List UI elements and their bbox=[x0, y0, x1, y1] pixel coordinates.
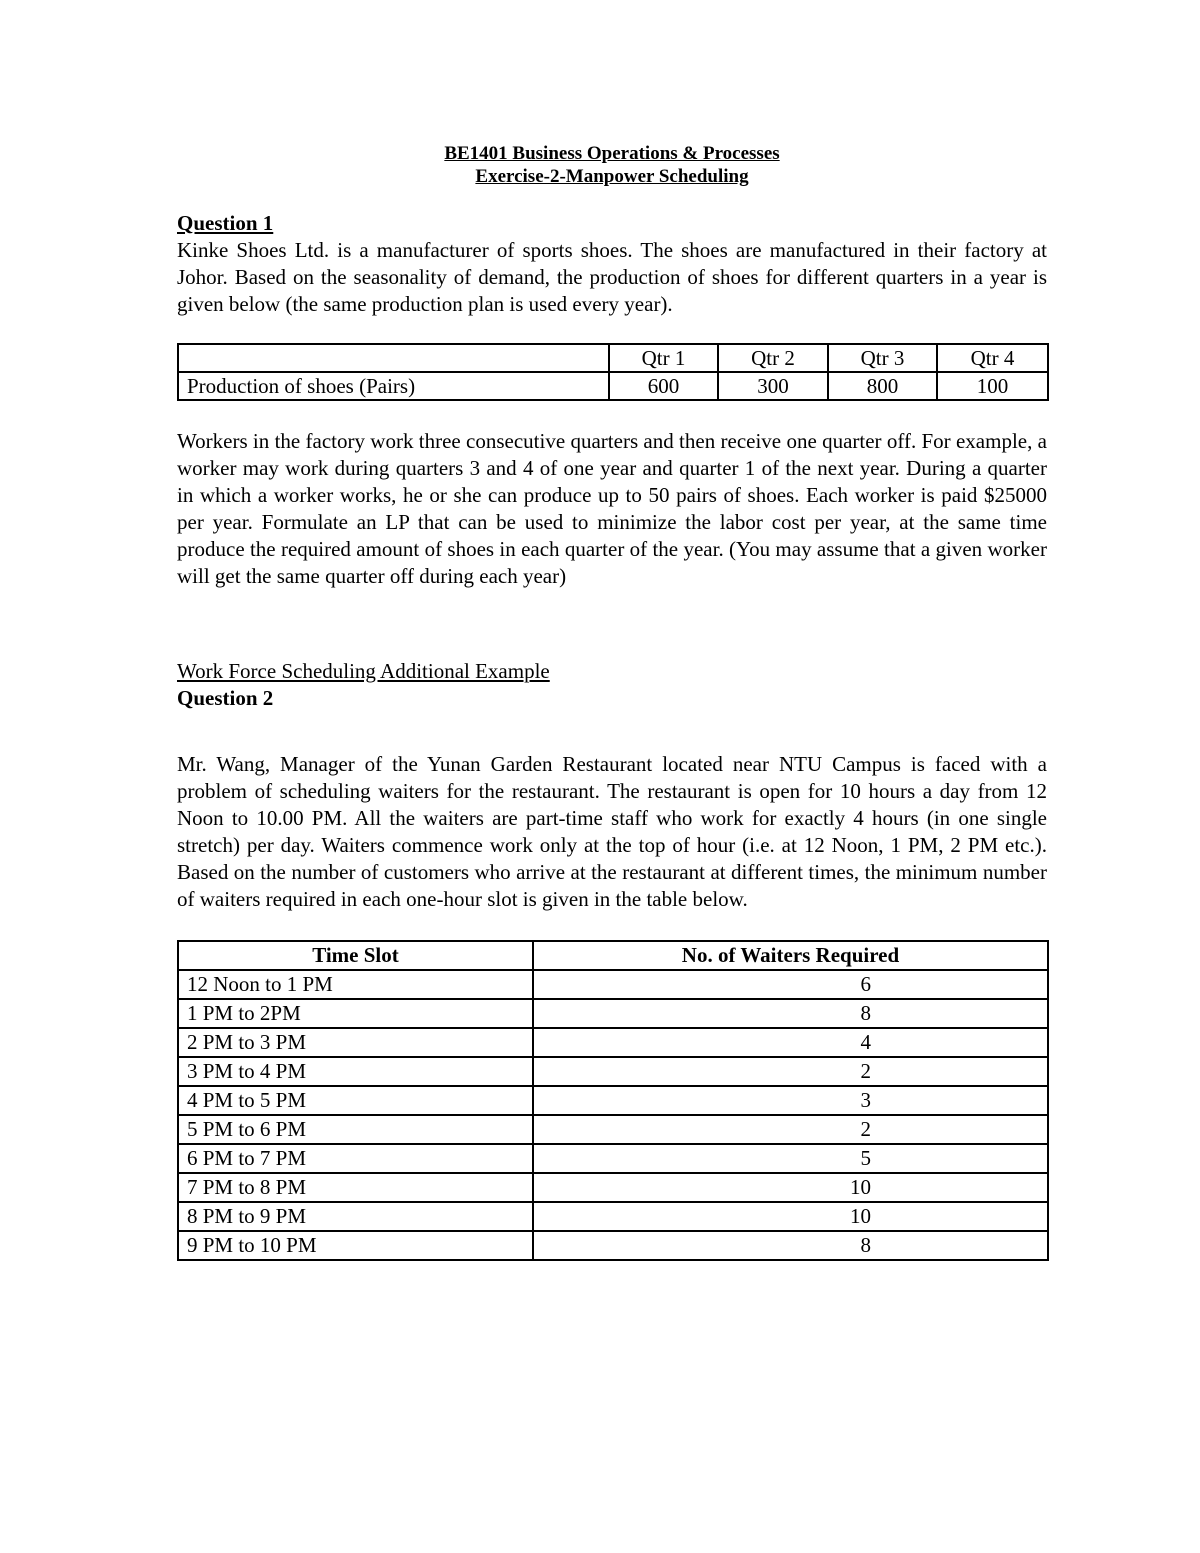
production-table-corner-cell bbox=[178, 344, 609, 372]
waiters-cell: 8 bbox=[533, 999, 1048, 1028]
production-qtr-4-value: 100 bbox=[937, 372, 1048, 400]
header-qtr-2: Qtr 2 bbox=[718, 344, 828, 372]
table-row bbox=[178, 1144, 1048, 1173]
time-slot-cell: 6 PM to 7 PM bbox=[178, 1144, 533, 1173]
production-qtr-1-value: 600 bbox=[609, 372, 718, 400]
waiters-table-header-row bbox=[178, 941, 1048, 970]
production-row-label: Production of shoes (Pairs) bbox=[178, 372, 609, 400]
question-2-section-label: Work Force Scheduling Additional Example bbox=[177, 659, 550, 683]
question-1-intro: Kinke Shoes Ltd. is a manufacturer of sports shoes. The shoes are manufactured in their factory at Johor. Based on the seasonality of demand, the production of shoes for different quarters in a year is given below (the same production plan is used every year). bbox=[177, 238, 1047, 316]
time-slot-cell: 3 PM to 4 PM bbox=[178, 1057, 533, 1086]
waiters-cell: 2 bbox=[533, 1057, 1048, 1086]
time-slot-cell: 2 PM to 3 PM bbox=[178, 1028, 533, 1057]
header-qtr-1: Qtr 1 bbox=[609, 344, 718, 372]
production-qtr-3-value: 800 bbox=[828, 372, 937, 400]
course-title: BE1401 Business Operations & Processes bbox=[444, 143, 780, 164]
question-1-heading: Question 1 bbox=[177, 211, 274, 235]
waiters-table bbox=[177, 940, 1049, 1261]
time-slot-cell: 1 PM to 2PM bbox=[178, 999, 533, 1028]
waiters-cell: 3 bbox=[533, 1086, 1048, 1115]
table-row bbox=[178, 1115, 1048, 1144]
exercise-title: Exercise-2-Manpower Scheduling bbox=[475, 166, 749, 187]
waiters-cell: 6 bbox=[533, 970, 1048, 999]
table-row bbox=[178, 1057, 1048, 1086]
table-row bbox=[178, 1028, 1048, 1057]
waiters-cell: 8 bbox=[533, 1231, 1048, 1260]
header-waiters-required: No. of Waiters Required bbox=[533, 941, 1048, 970]
time-slot-cell: 7 PM to 8 PM bbox=[178, 1173, 533, 1202]
waiters-cell: 5 bbox=[533, 1144, 1048, 1173]
table-row bbox=[178, 970, 1048, 999]
production-table bbox=[177, 343, 1049, 401]
time-slot-cell: 9 PM to 10 PM bbox=[178, 1231, 533, 1260]
waiters-cell: 10 bbox=[533, 1173, 1048, 1202]
time-slot-cell: 8 PM to 9 PM bbox=[178, 1202, 533, 1231]
table-row bbox=[178, 1086, 1048, 1115]
production-qtr-2-value: 300 bbox=[718, 372, 828, 400]
question-2-heading: Question 2 bbox=[177, 686, 274, 710]
time-slot-cell: 4 PM to 5 PM bbox=[178, 1086, 533, 1115]
table-row bbox=[178, 1202, 1048, 1231]
time-slot-cell: 5 PM to 6 PM bbox=[178, 1115, 533, 1144]
question-2-body: Mr. Wang, Manager of the Yunan Garden Restaurant located near NTU Campus is faced with a problem of scheduling waiters for the restaurant. The restaurant is open for 10 hours a day from 12 Noon to 10.00 PM. All the waiters are part-time staff who work for exactly 4 hours (in one single stretch) per day. Waiters commence work only at the top of hour (i.e. at 12 Noon, 1 PM, 2 PM etc.). Based on the number of customers who arrive at the restaurant at different times, the minimum number of waiters required in each one-hour slot is given in the table below. bbox=[177, 752, 1047, 911]
table-row bbox=[178, 1173, 1048, 1202]
waiters-cell: 4 bbox=[533, 1028, 1048, 1057]
document-page bbox=[177, 142, 1047, 1261]
header-time-slot: Time Slot bbox=[178, 941, 533, 970]
waiters-cell: 10 bbox=[533, 1202, 1048, 1231]
table-row bbox=[178, 999, 1048, 1028]
production-table-header-row bbox=[178, 344, 1048, 372]
header-qtr-3: Qtr 3 bbox=[828, 344, 937, 372]
time-slot-cell: 12 Noon to 1 PM bbox=[178, 970, 533, 999]
waiters-cell: 2 bbox=[533, 1115, 1048, 1144]
question-1-body: Workers in the factory work three consecutive quarters and then receive one quarter off. For example, a worker may work during quarters 3 and 4 of one year and quarter 1 of the next year. During a quarter in which a worker works, he or she can produce up to 50 pairs of shoes. Each worker is paid $25000 per year. Formulate an LP that can be used to minimize the labor cost per year, at the same time produce the required amount of shoes in each quarter of the year. (You may assume that a given worker will get the same quarter off during each year) bbox=[177, 429, 1047, 588]
header-qtr-4: Qtr 4 bbox=[937, 344, 1048, 372]
production-table-row bbox=[178, 372, 1048, 400]
table-row bbox=[178, 1231, 1048, 1260]
